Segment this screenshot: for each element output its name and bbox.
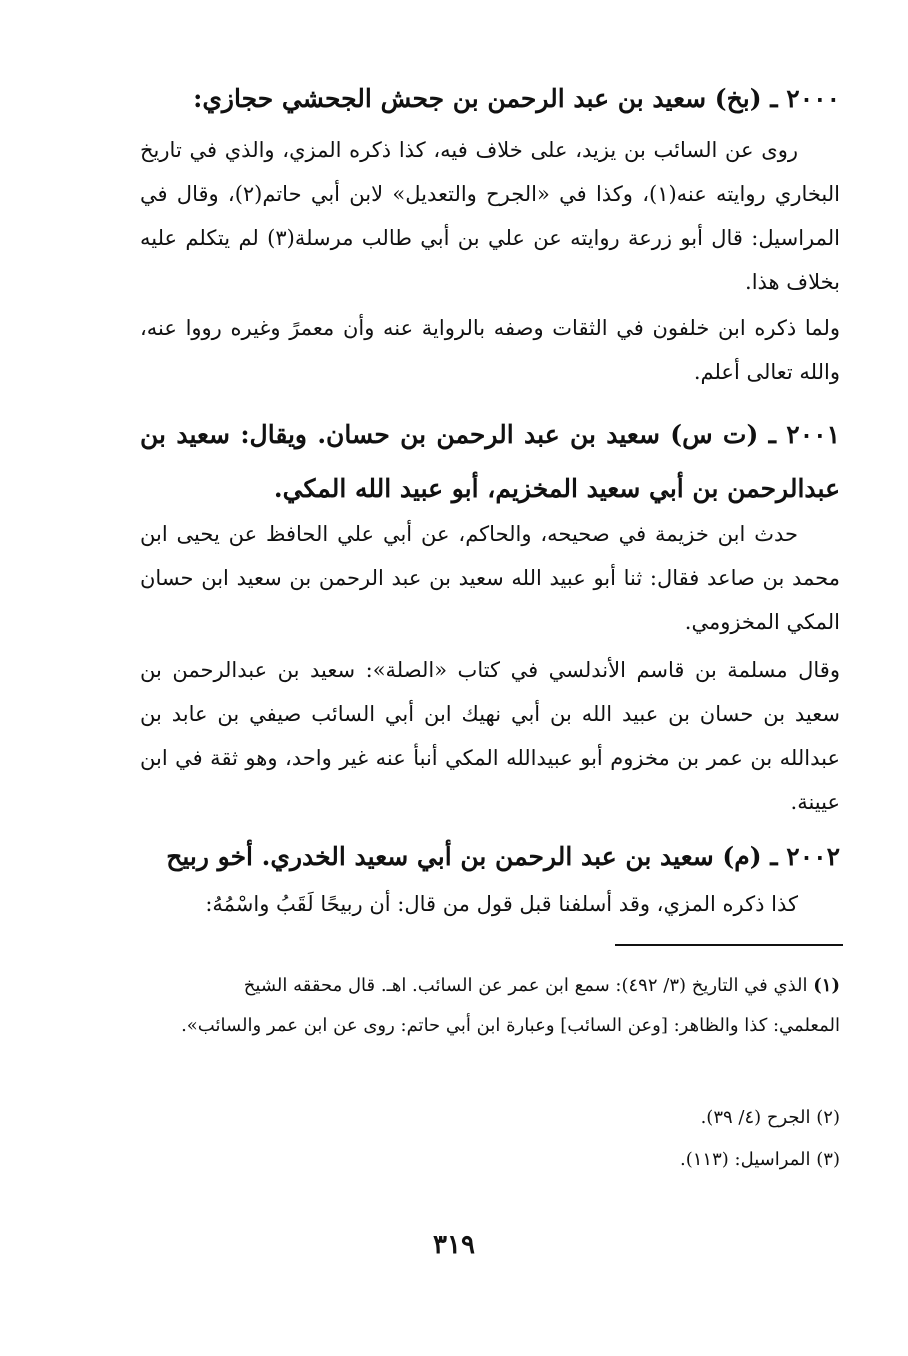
entry-2000-paragraph-2: ولما ذكره ابن خلفون في الثقات وصفه بالرواية عنه وأن معمرً وغيره رووا عنه، والله تعالى أعلم. — [140, 316, 840, 384]
footnote-1-label: (١) — [813, 975, 840, 996]
entry-2000-paragraph-1: روى عن السائب بن يزيد، على خلاف فيه، كذا ذكره المزي، والذي في تاريخ البخاري روايته عنه(١)، وكذا في «الجرح والتعديل» لابن أبي حاتم(٢)، وقال في المراسيل: قال أبو زرعة روايته عن علي بن أبي طالب مرسلة(٣) لم يتكلم عليه بخلاف هذا. — [140, 138, 840, 294]
entry-2001-paragraph-2: وقال مسلمة بن قاسم الأندلسي في كتاب «الصلة»: سعيد بن عبدالرحمن بن سعيد بن حسان بن عبيد الله بن أبي نهيك ابن أبي السائب صيفي بن عابد بن عبدالله بن عمر بن مخزوم أبو عبيدالله المكي أنبأ عنه غير واحد، وهو ثقة في ابن عيينة. — [140, 658, 840, 814]
footnote-1-continuation: المعلمي: كذا والظاهر: [وعن السائب] وعبارة ابن أبي حاتم: روى عن ابن عمر والسائب». — [181, 1015, 840, 1036]
page-number: ٣١٩ — [433, 1230, 475, 1260]
footnote-2: (٢) الجرح (٤/ ٣٩). — [700, 1107, 840, 1128]
footnote-3: (٣) المراسيل: (١١٣). — [680, 1149, 840, 1170]
footnote-1-line-1: الذي في التاريخ (٣/ ٤٩٢): سمع ابن عمر عن السائب. اهـ. قال محققه الشيخ — [243, 975, 808, 996]
footnote-separator — [615, 944, 843, 946]
entry-2001-paragraph-1: حدث ابن خزيمة في صحيحه، والحاكم، عن أبي علي الحافظ عن يحيى ابن محمد بن صاعد فقال: ثنا أبو عبيد الله سعيد بن عبد الرحمن بن سعيد ابن حسان المكي المخزومي. — [140, 522, 840, 634]
entry-2002-paragraph-1: كذا ذكره المزي، وقد أسلفنا قبل قول من قال: أن ربيحًا لَقَبُ واسْمُهُ: — [205, 892, 798, 916]
entry-2000-heading: ٢٠٠٠ ـ (بخ) سعيد بن عبد الرحمن بن جحش الجحشي حجازي: — [193, 84, 840, 113]
entry-2002-heading: ٢٠٠٢ ـ (م) سعيد بن عبد الرحمن بن أبي سعيد الخدري. أخو ربيح — [166, 842, 840, 871]
footnote-1 — [140, 966, 840, 1006]
entry-2001-heading: ٢٠٠١ ـ (ت س) سعيد بن عبد الرحمن بن حسان. ويقال: سعيد بن عبدالرحمن بن أبي سعيد المخزيم، أبو عبيد الله المكي. — [140, 420, 840, 503]
